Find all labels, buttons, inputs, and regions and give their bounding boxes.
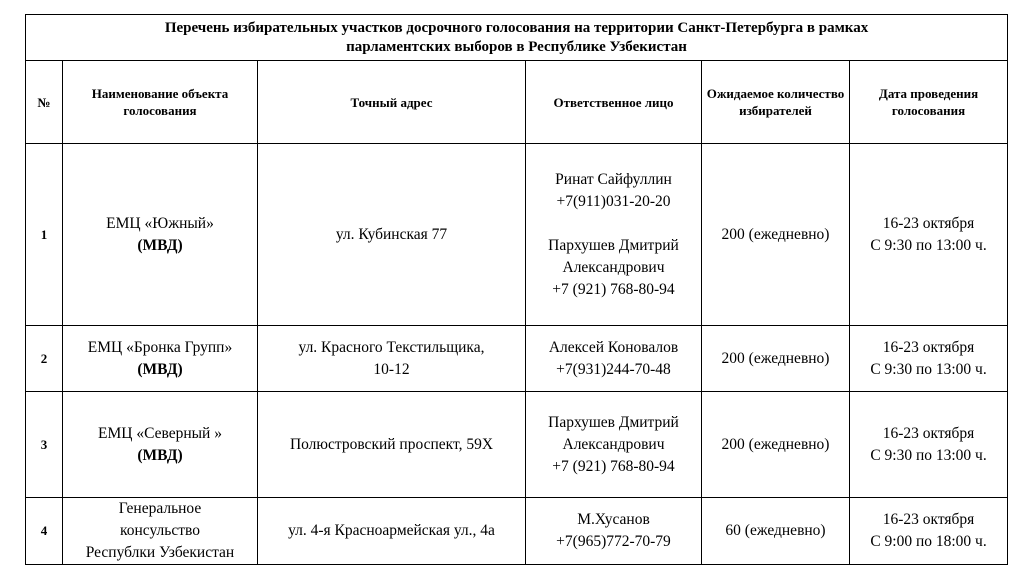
date-cell: [850, 326, 1008, 392]
object-name: ЕМЦ «Бронка Групп»: [87, 338, 233, 356]
voting-dates: 16-23 октября: [882, 338, 975, 356]
expected-voters: 60 (ежедневно): [725, 522, 826, 539]
object-name-line-2: консульство: [120, 522, 200, 539]
date-cell: [850, 144, 1008, 326]
person-name-continued: Александрович: [562, 258, 665, 276]
person-name: Ринат Сайфуллин: [555, 170, 672, 188]
date-cell: [850, 498, 1008, 565]
responsible-cell: [526, 392, 702, 498]
object-department: (МВД): [137, 360, 183, 378]
expected-voters: 200 (ежедневно): [721, 349, 830, 367]
person-phone: +7 (921) 768-80-94: [552, 457, 675, 475]
header-responsible: Ответственное лицо: [526, 61, 702, 144]
voting-hours: С 9:00 по 18:00 ч.: [870, 533, 987, 550]
responsible-cell: [526, 326, 702, 392]
voters-cell: [702, 498, 850, 565]
header-voters: Ожидаемое количество избирателей: [702, 61, 850, 144]
person-phone: +7(931)244-70-48: [556, 360, 671, 378]
row-number: 4: [26, 498, 63, 565]
title-row: [26, 15, 1008, 61]
date-cell: [850, 392, 1008, 498]
object-name-line-1: Генеральное: [118, 500, 202, 517]
responsible-cell: [526, 144, 702, 326]
address: ул. Кубинская 77: [335, 225, 448, 243]
address-line-1: ул. Красного Текстильщика,: [298, 338, 485, 356]
voting-dates: 16-23 октября: [882, 214, 975, 232]
voting-hours: С 9:30 по 13:00 ч.: [870, 236, 987, 254]
object-department: (МВД): [137, 446, 183, 464]
address: ул. 4-я Красноармейская ул., 4а: [288, 522, 495, 539]
object-name-cell: [63, 144, 258, 326]
address-cell: [258, 326, 526, 392]
person-name: Пархушев Дмитрий: [548, 236, 679, 254]
address-line-2: 10-12: [373, 360, 410, 378]
person-name: М.Хусанов: [577, 511, 650, 528]
object-name-line-3: Республки Узбекистан: [85, 544, 235, 561]
header-date: Дата проведения голосования: [850, 61, 1008, 144]
address-cell: [258, 144, 526, 326]
title-line-2: парламентских выборов в Республике Узбекистан: [346, 38, 687, 55]
voting-dates: 16-23 октября: [882, 511, 975, 528]
header-object: Наименование объекта голосования: [63, 61, 258, 144]
address-cell: [258, 392, 526, 498]
address: Полюстровский проспект, 59Х: [289, 435, 494, 453]
document-title: [26, 15, 1008, 61]
person-phone: +7(911)031-20-20: [556, 192, 671, 210]
person-name: Пархушев Дмитрий: [548, 413, 679, 431]
responsible-cell: [526, 498, 702, 565]
voting-dates: 16-23 октября: [882, 424, 975, 442]
object-department: (МВД): [137, 236, 183, 254]
voters-cell: [702, 392, 850, 498]
voters-cell: [702, 326, 850, 392]
expected-voters: 200 (ежедневно): [721, 225, 830, 243]
voting-hours: С 9:30 по 13:00 ч.: [870, 360, 987, 378]
person-name: Алексей Коновалов: [548, 338, 679, 356]
polling-stations-table: [25, 14, 1008, 565]
person-phone: +7 (921) 768-80-94: [552, 280, 675, 298]
header-num: №: [26, 61, 63, 144]
person-name-continued: Александрович: [562, 435, 665, 453]
table-row: [26, 326, 1008, 392]
address-cell: [258, 498, 526, 565]
table-row: [26, 498, 1008, 565]
object-name-cell: [63, 498, 258, 565]
voting-hours: С 9:30 по 13:00 ч.: [870, 446, 987, 464]
row-number: 2: [26, 326, 63, 392]
person-phone: +7(965)772-70-79: [556, 533, 671, 550]
title-line-1: Перечень избирательных участков досрочного голосования на территории Санкт-Петербурга в рамках: [164, 19, 869, 36]
table-row: [26, 392, 1008, 498]
object-name-cell: [63, 326, 258, 392]
object-name: ЕМЦ «Северный »: [98, 424, 222, 442]
header-address: Точный адрес: [258, 61, 526, 144]
voters-cell: [702, 144, 850, 326]
expected-voters: 200 (ежедневно): [721, 435, 830, 453]
object-name: ЕМЦ «Южный»: [106, 214, 214, 232]
object-name-cell: [63, 392, 258, 498]
row-number: 1: [26, 144, 63, 326]
header-row: [26, 61, 1008, 144]
row-number: 3: [26, 392, 63, 498]
table-row: [26, 144, 1008, 326]
